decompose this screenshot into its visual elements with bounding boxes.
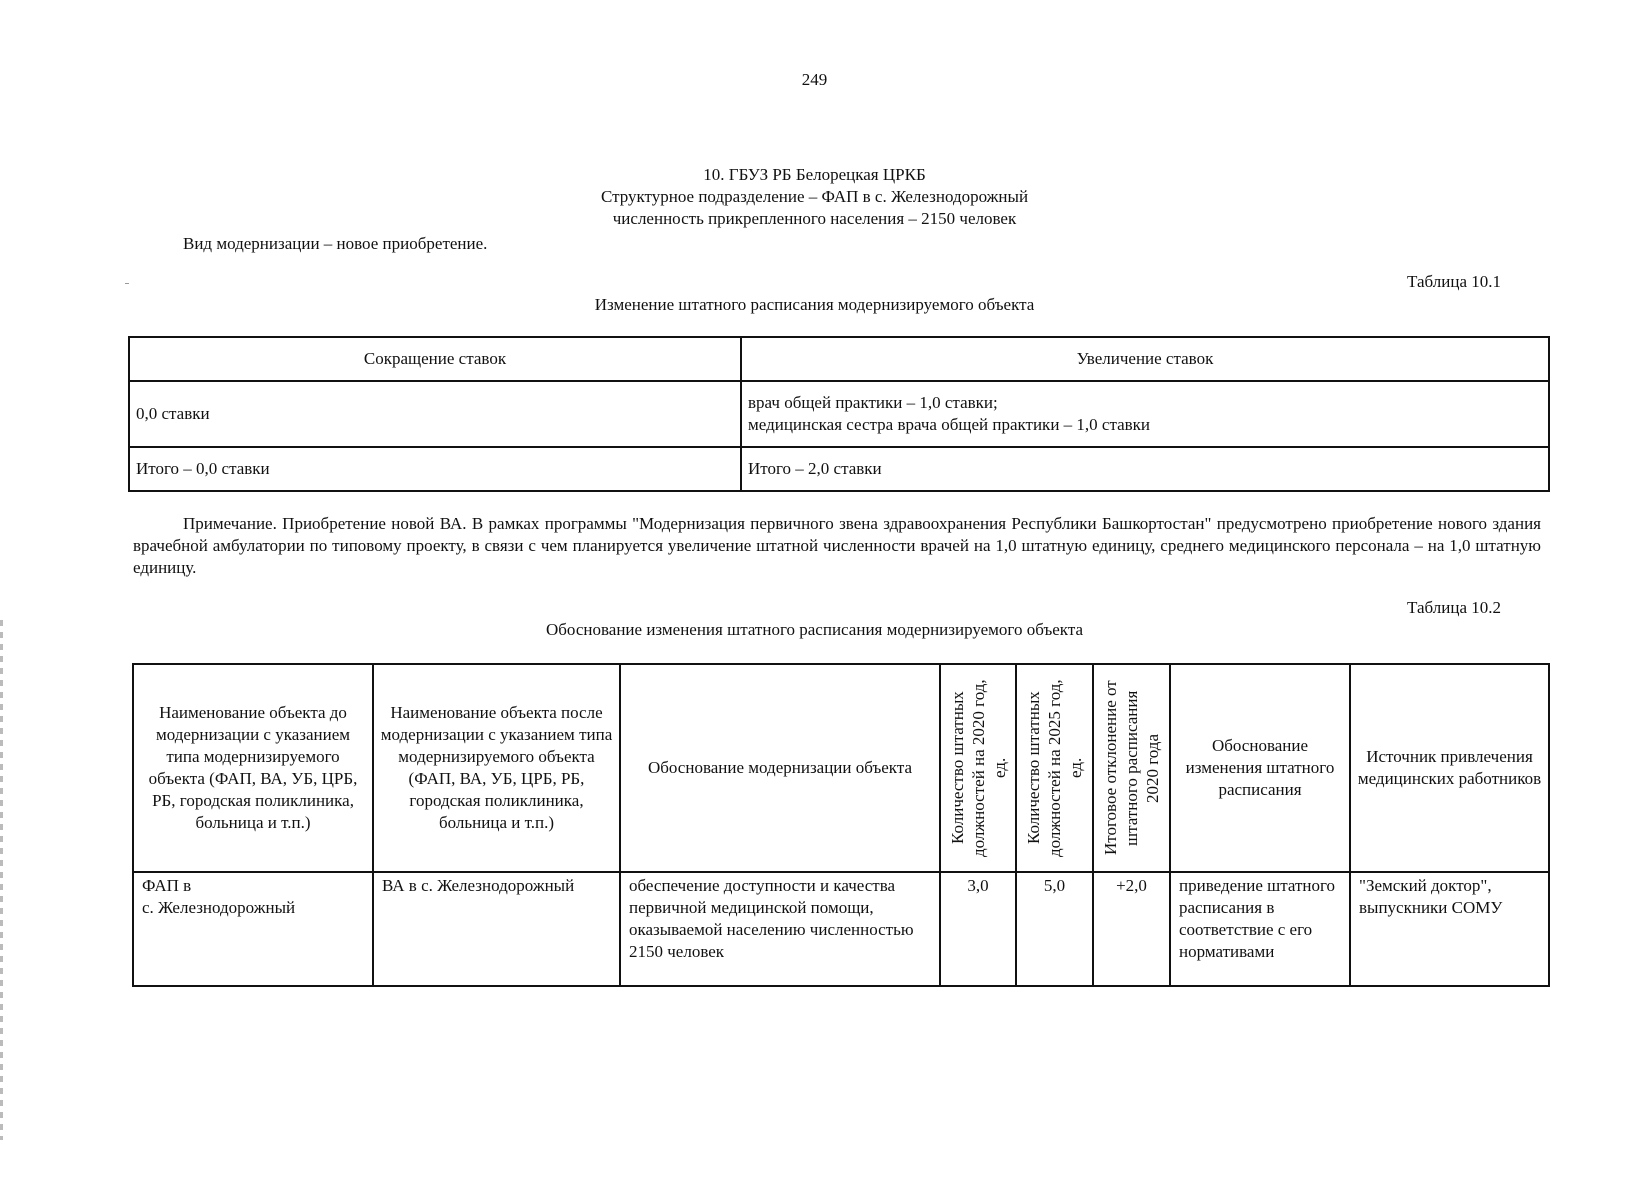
- header-count-2025-text: Количество штатных должностей на 2025 год, ед.: [1024, 679, 1085, 857]
- heading-institution: 10. ГБУЗ РБ Белорецкая ЦРКБ: [703, 165, 926, 184]
- table-row-total: [129, 447, 1549, 491]
- heading-subdivision: Структурное подразделение – ФАП в с. Железнодорожный: [600, 187, 1029, 206]
- cell-deviation: +2,0: [1093, 872, 1170, 986]
- header-staff-change-reason: Обоснование изменения штатного расписания: [1170, 664, 1350, 872]
- cell-object-after: ВА в с. Железнодорожный: [373, 872, 620, 986]
- cell-justification: обеспечение доступности и качества первичной медицинской помощи, оказываемой населению численностью 2150 человек: [620, 872, 940, 986]
- header-object-before: Наименование объекта до модернизации с указанием типа модернизируемого объекта (ФАП, ВА, УБ, ЦРБ, РБ, городская поликлиника, больница и т.п.): [133, 664, 373, 872]
- modernization-type: Вид модернизации – новое приобретение.: [183, 234, 488, 253]
- object-before-line1: ФАП в: [142, 876, 192, 895]
- header-reduction: Сокращение ставок: [129, 337, 741, 381]
- header-count-2025: [1016, 664, 1093, 872]
- header-count-2020-text: Количество штатных должностей на 2020 год, ед.: [947, 679, 1009, 857]
- table2-caption: Обоснование изменения штатного расписания модернизируемого объекта: [545, 620, 1084, 639]
- header-staff-source: Источник привлечения медицинских работников: [1350, 664, 1549, 872]
- page-number: 249: [801, 70, 828, 89]
- staffing-change-table: [128, 336, 1550, 492]
- header-increase: Увеличение ставок: [741, 337, 1549, 381]
- table1-label: Таблица 10.1: [1407, 272, 1501, 291]
- header-count-2020: [940, 664, 1016, 872]
- object-before-line2: с. Железнодорожный: [142, 898, 296, 917]
- cell-total-reduction: Итого – 0,0 ставки: [129, 447, 741, 491]
- table1-caption: Изменение штатного расписания модернизируемого объекта: [594, 295, 1035, 314]
- cell-total-increase: Итого – 2,0 ставки: [741, 447, 1549, 491]
- scan-mark: [125, 283, 129, 284]
- header-deviation-text: Итоговое отклонение от штатного расписания 2020 года: [1101, 680, 1162, 856]
- cell-count-2020: 3,0: [940, 872, 1016, 986]
- header-justification: Обоснование модернизации объекта: [620, 664, 940, 872]
- increase-line-doctor: врач общей практики – 1,0 ставки;: [748, 393, 998, 412]
- table-row: [133, 872, 1549, 986]
- note-paragraph: Примечание. Приобретение новой ВА. В рамках программы "Модернизация первичного звена здравоохранения Республики Башкортостан" предусмотрено приобретение нового здания врачебной амбулатории по типовому проекту, в связи с чем планируется увеличение штатной численности врачей на 1,0 штатную единицу, среднего медицинского персонала – на 1,0 штатную единицу.: [133, 514, 1541, 577]
- table2-label: Таблица 10.2: [1407, 598, 1501, 617]
- scan-edge-artifact: [0, 620, 3, 1140]
- cell-count-2025: 5,0: [1016, 872, 1093, 986]
- table-row: [129, 381, 1549, 447]
- cell-staff-source: "Земский доктор", выпускники СОМУ: [1350, 872, 1549, 986]
- cell-reduction: 0,0 ставки: [129, 381, 741, 447]
- increase-line-nurse: медицинская сестра врача общей практики – 1,0 ставки: [748, 415, 1151, 434]
- heading-population: численность прикрепленного населения – 2150 человек: [612, 209, 1017, 228]
- cell-object-before: [133, 872, 373, 986]
- cell-staff-change-reason: приведение штатного расписания в соответствие с его нормативами: [1170, 872, 1350, 986]
- header-object-after: Наименование объекта после модернизации с указанием типа модернизируемого объекта (ФАП, ВА, УБ, ЦРБ, РБ, городская поликлиника, больница и т.п.): [373, 664, 620, 872]
- document-heading: [0, 164, 1629, 230]
- header-deviation: [1093, 664, 1170, 872]
- staffing-justification-table: [132, 663, 1550, 987]
- cell-increase: [741, 381, 1549, 447]
